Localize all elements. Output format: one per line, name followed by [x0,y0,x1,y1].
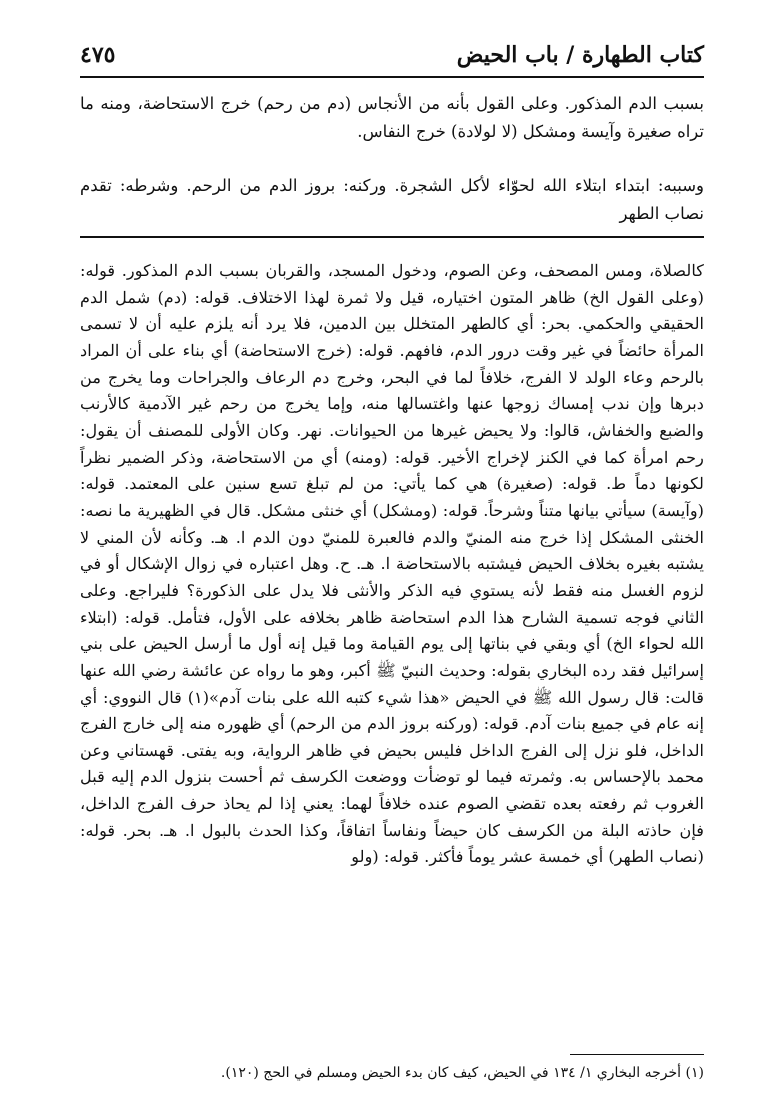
commentary-text: كالصلاة، ومس المصحف، وعن الصوم، ودخول المسجد، والقربان بسبب الدم المذكور. قوله: (وعلى القول الخ) ظاهر المتون اختياره، قيل ولا ثمرة لهذا الاختلاف. قوله: (دم) شمل الدم الحقيقي والحكمي. بحر: أي كالطهر المتخلل بين الدمين، فلا يرد أنه يلزم عليه أن لا تسمى المرأة حائضاً في غير وقت درور الدم، فافهم. قوله: (خرج الاستحاضة) أي بناء على أن المراد بالرحم وعاء الولد لا الفرج، خلافاً لما في البحر، وخرج دم الرعاف والجراحات وما يخرج من دبرها وإن ندب إمساك زوجها عنها واغتسالها منه، وإما يخرج من رحم غير الآدمية كالأرنب والضبع والخفاش، قالوا: ولا يحيض غيرها من الحيوانات. نهر. وكان الأولى للمصنف أن يقول: رحم امرأة كما في الكنز لإخراج الأخير. قوله: (ومنه) أي من الاستحاضة، وذكر الضمير نظراً لكونها دماً ط. قوله: (صغيرة) هي كما يأتي: من لم تبلغ تسع سنين على المعتمد. قوله: (وآيسة) سيأتي بيانها متناً وشرحاً. قوله: (ومشكل) أي خنثى مشكل. قال في الظهيرية ما نصه: الخنثى المشكل إذا خرج منه المنيّ والدم فالعبرة للمنيّ دون الدم ا. هـ. وكأنه لأن المني لا يشتبه بغيره بخلاف الحيض فيشتبه بالاستحاضة ا. هـ. ح. وهل اعتباره في زوال الإشكال أو في لزوم الغسل منه فقط لأنه يستوي فيه الذكر والأنثى فلا يدل على الذكورة؟ فليراجع. وعلى الثاني فوجه تسمية الشارح هذا الدم استحاضة ظاهر بخلافه على الأول، فتأمل. قوله: (ابتلاء الله لحواء الخ) أي وبقي في بناتها إلى يوم القيامة وما قيل إنه أول ما أرسل الحيض على بني إسرائيل فقد رده البخاري بقوله: وحديث النبيّ ﷺ أكبر، وهو ما رواه عن عائشة رضي الله عنها قالت: قال رسول الله ﷺ في الحيض «هذا شيء كتبه الله على بنات آدم»(١) قال النووي: أي إنه عام في جميع بنات آدم. قوله: (وركنه بروز الدم من الرحم) أي ظهوره منه إلى خارج الفرج الداخل، فلو نزل إلى الفرج الداخل فليس بحيض في ظاهر الرواية، وبه يفتى. قهستاني وعن محمد بالإحساس به. وثمرته فيما لو توضأت ووضعت الكرسف ثم أحست بنزول الدم إليه قبل الغروب ثم رفعته بعده تقضي الصوم عنده خلافاً لهما: يعني إذا لم يحاذ حرف الفرج الداخل، فإن حاذته البلة من الكرسف كان حيضاً ونفاساً اتفاقاً، وكذا الحدث بالبول ا. هـ. بحر. قوله: (نصاب الطهر) أي خمسة عشر يوماً فأكثر. قوله: (ولو [80,261,704,867]
page-number: ٤٧٥ [80,42,116,68]
section-divider [80,236,704,238]
running-header [80,40,704,78]
book-title: كتاب الطهارة / باب الحيض [456,42,704,68]
footnote: (١) أخرجه البخاري ١/ ١٣٤ في الحيض، كيف كان بدء الحيض ومسلم في الحج (١٢٠). [220,1065,704,1081]
matn-paragraph: بسبب الدم المذكور. وعلى القول بأنه من الأنجاس (دم من رحم) خرج الاستحاضة، ومنه ما تراه صغيرة وآيسة ومشكل (لا لولادة) خرج النفاس. [80,94,704,141]
footnote-divider [570,1054,704,1055]
matn-paragraph: وسببه: ابتداء ابتلاء الله لحوّاء لأكل الشجرة. وركنه: بروز الدم من الرحم. وشرطه: تقدم نصاب الطهر [80,176,704,223]
